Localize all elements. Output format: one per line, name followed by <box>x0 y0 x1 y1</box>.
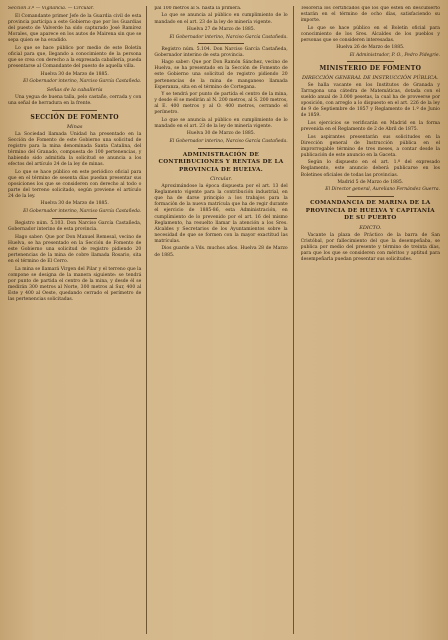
subheading: EDICTO. <box>359 224 382 231</box>
paragraph: Lo que se hace público en el Boletín oficial para conocimiento de los Sres. Alcaldes de los pueblos y personas que se consideren interesadas. <box>300 25 440 43</box>
divider <box>198 148 243 149</box>
paragraph: Lo que se hace público en este periódico oficial para que en el término de sesenta días puedan presentar sus oposiciones los que se consideren con derecho al todo o parte del terreno solicitado, según previene el artículo 24 de la ley. <box>8 169 142 199</box>
paragraph: Registro núm. 5.103. Don Narciso García Castañeda, Gobernador interino de esta provincia. <box>8 221 142 233</box>
signature: El Administrador, P. O., Pedro Pidegrie. <box>349 52 440 58</box>
columns <box>8 6 440 634</box>
paragraph: Y se tendrá por punto de partida el centro de la mina, y desde él se medirán al N. 200 metros, al S. 200 metros, al E. 400 metros y al O. 400 metros, cerrando el perímetro. <box>154 92 288 116</box>
signature: El Director general, Aureliano Fernández Guerra. <box>325 187 440 193</box>
paragraph: Lo que se anuncia al público en cumplimiento de lo mandado en el art. 23 de la ley de minería vigente. <box>154 13 288 25</box>
paragraph: Vacante la plaza de Práctico de la barra de San Cristóbal, por fallecimiento del que la desempeñaba, se publica por medio del presente y término de treinta días, para que los que se consideren con méritos y aptitud para desempeñarla puedan presentar sus solicitudes. <box>300 232 440 263</box>
paragraph: La mina se llamará Virgen del Pilar y el terreno que la compone se designa de la manera siguiente: se tendrá por punto de partida el centro de la mina, y desde él se medirán 300 metros al Norte, 300 metros al Sur, 400 al Este y 400 al Oeste, quedando cerrado el perímetro de las pertenencias solicitadas. <box>8 266 142 302</box>
paragraph: Lo que se hace público por medio de este Boletín oficial para que, llegando a conocimiento de la persona que se crea con derecho a la expresada caballería, pueda presentarse al Comandante del puesto de aquella villa. <box>8 45 142 70</box>
date-line: Huelva 26 de Marzo de 1885. <box>336 45 405 51</box>
paragraph: Los ejercicios se verificarán en Madrid en la forma prevenida en el Reglamento de 2 de Abril de 1875. <box>300 120 440 133</box>
date-line: Huelva 27 de Marzo de 1885. <box>186 27 256 33</box>
paragraph: Dios guarde a Vds. muchos años. Huelva 28 de Marzo de 1885. <box>154 246 288 258</box>
paragraph: pal 100 metros al S. hasta la primera. <box>154 6 242 11</box>
section-heading: SECCIÓN DE FOMENTO <box>30 114 119 122</box>
signature: El Gobernador interino, Narciso García Castañeda. <box>169 138 288 144</box>
paragraph: Según lo dispuesto en el art. 1.º del expresado Reglamento, este anuncio deberá publicarse en los Boletines oficiales de todas las provincias. <box>300 160 440 178</box>
section-heading: MINISTERIO DE FOMENTO <box>319 65 422 73</box>
divider <box>198 43 243 44</box>
paragraph: Tesorería los certificados que los que estén en descubierto estarán en el término de ocho días, satisfaciendo su importe. <box>300 6 440 24</box>
divider <box>347 196 394 197</box>
paragraph: Hago saber: Que por Don Ramón Sánchez, vecino de Huelva, se ha presentado en la Sección de Fomento de este Gobierno una solicitud de registro pidiendo 20 pertenencias de la mina de manganeso llamada Esperanza, sita en el término de Cortegana. <box>154 60 288 90</box>
paragraph: Hago saber: Que por Don Manuel Remesal, vecino de Huelva, se ha presentado en la Sección de Fomento de este Gobierno una solicitud de registro pidiendo 20 pertenencias de la mina de cobre llamada Rosario, sita en el término de El Cerro. <box>8 234 142 265</box>
section-heading: COMANDANCIA DE MARINA DE LA PROVINCIA DE HUELVA Y CAPITANÍA DE SU PUERTO <box>305 200 435 222</box>
date-line: Huelva 30 de Marzo de 1885. <box>40 201 109 207</box>
date-line: Huelva 30 de Marzo de 1885. <box>186 131 256 137</box>
subheading: Señas de la caballería <box>46 87 103 94</box>
subheading: Circular. <box>210 176 232 182</box>
paragraph: La Sociedad llamada Unidad ha presentado en la Sección de Fomento de este Gobierno una solicitud de registro para la mina denominada Santa Catalina, del término del Granado, compuesta de 100 pertenencias, y habiendo sido admitida la solicitud se anuncia a los efectos del artículo 24 de la ley de minas. <box>8 131 142 168</box>
paragraph: Aproximándose la época dispuesta por el art. 13 del Reglamento vigente para la contribución industrial, en que ha de darse principio a los trabajos para la formación de la nueva matrícula que ha de regir durante el ejercicio de 1885-86, esta Administración, en cumplimiento de lo prevenido por el art. 16 del mismo Reglamento, ha resuelto llamar la atención a los Sres. Alcaldes y Secretarios de los Ayuntamientos sobre la necesidad de que se formen con la mayor exactitud las matrículas. <box>154 184 288 244</box>
paragraph: Una yegua de buena talla, pelo castaño, cerrada y con una señal de herradura en la frente. <box>8 95 142 107</box>
divider <box>52 218 97 219</box>
date-line: Huelva 30 de Marzo de 1885. <box>40 71 109 77</box>
date-line: Madrid 5 de Marzo de 1885. <box>337 179 404 185</box>
signature: El Gobernador interino, Narciso García Castañeda. <box>23 208 142 214</box>
paragraph: Registro núm. 5.104. Don Narciso García Castañeda, Gobernador interino de esta provincia. <box>154 46 288 58</box>
paragraph: El Comandante primer Jefe de la Guardia civil de esta provincia participa a este Gobierno que por los Guardias del puesto de Valverde ha sido capturado José Ramírez Morales, que aparece en los autos de Mairena sin que se sepa quien se ha evadido. <box>8 14 142 44</box>
divider <box>52 110 97 111</box>
subheading: Minas <box>66 123 83 130</box>
column-2 <box>154 6 293 634</box>
subheading: DIRECCIÓN GENERAL DE INSTRUCCIÓN PÚBLICA. <box>302 74 439 81</box>
paragraph: Se halla vacante en los Institutos de Granada y Tarragona una cátedra de Matemáticas, dotada con el sueldo anual de 3.000 pesetas, la cual ha de proveerse por oposición, con arreglo a lo dispuesto en el art. 226 de la ley de 9 de Septiembre de 1857 y Reglamento de 1.º de Junio de 1859. <box>300 83 440 119</box>
paragraph: Los aspirantes presentarán sus solicitudes en la Dirección general de Instrucción pública en el improrrogable término de tres meses, a contar desde la publicación de este anuncio en la Gaceta. <box>300 134 440 158</box>
column-3 <box>301 6 440 634</box>
signature: El Gobernador interino, Narciso García Castañeda. <box>169 34 288 40</box>
divider <box>347 61 394 62</box>
paragraph: Lo que se anuncia al público en cumplimiento de lo mandado en el art. 23 de la ley de minería vigente. <box>154 117 288 129</box>
signature: El Gobernador interino, Narciso García Castañeda. <box>23 79 142 85</box>
column-1 <box>8 6 147 634</box>
top-line: Sección 3.ª — Vigilancia. — Circular. <box>8 6 94 11</box>
section-heading: ADMINISTRACIÓN DE CONTRIBUCIONES Y RENTAS DE LA PROVINCIA DE HUELVA. <box>158 151 284 173</box>
